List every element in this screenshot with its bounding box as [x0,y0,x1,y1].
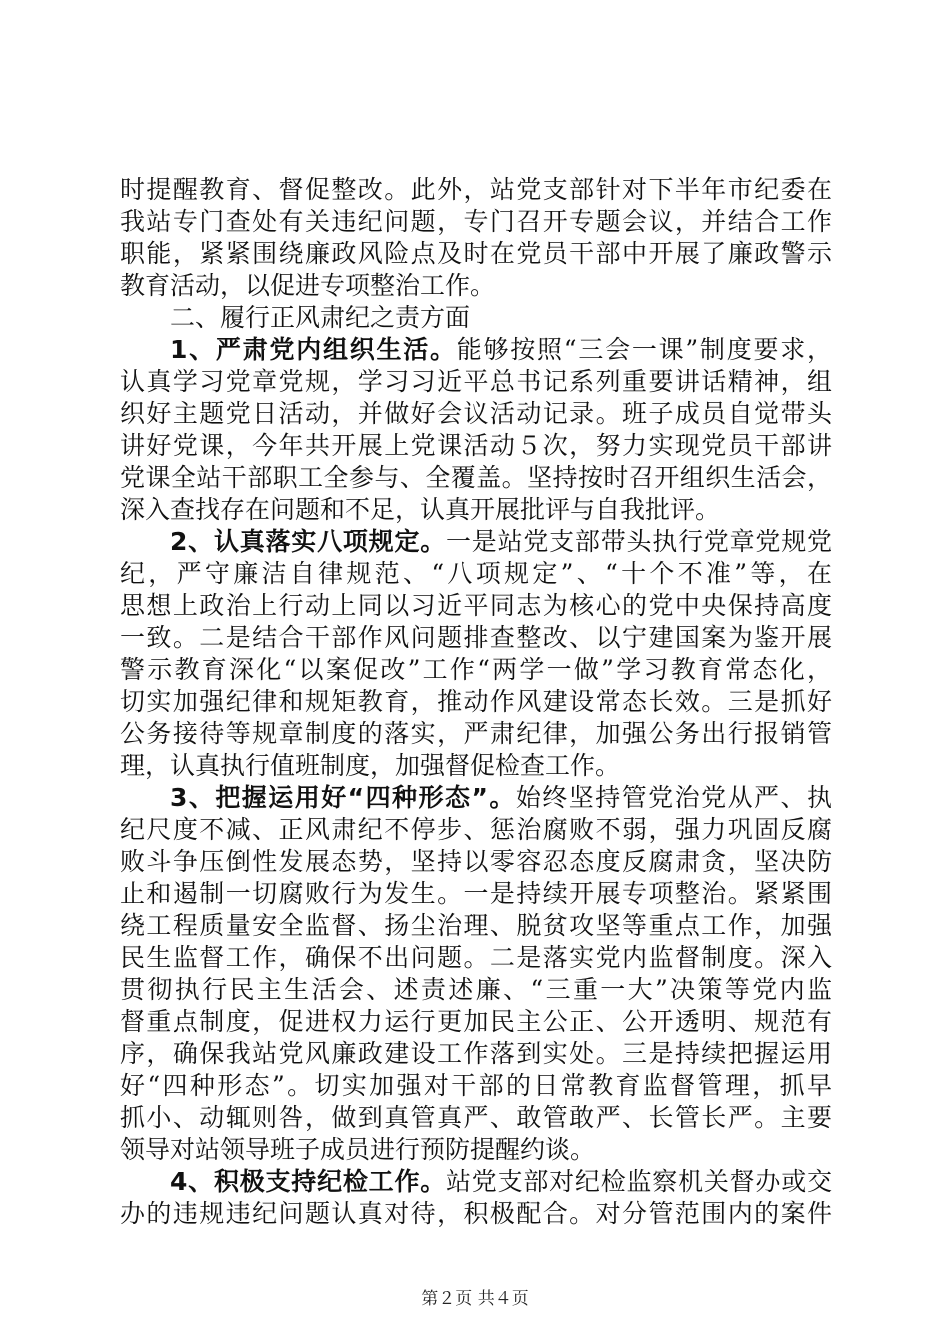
text-line: 讲好党课，今年共开展上党课活动５次，努力实现党员干部讲 [120,431,832,460]
text-line: 止和遏制一切腐败行为发生。一是持续开展专项整治。紧紧围 [120,879,832,908]
text-span: 能够按照“三会一课”制度要求， [456,335,832,364]
item-1-paragraph [120,334,832,526]
paragraph-first-line [120,334,832,366]
text-line: 职能，紧紧围绕廉政风险点及时在党员干部中开展了廉政警示 [120,239,832,268]
text-line: 理，认真执行值班制度，加强督促检查工作。 [120,751,621,780]
item-2-heading: 2、认真落实八项规定。 [170,527,447,556]
text-span: 站党支部对纪检监察机关督办或交 [446,1167,832,1196]
text-line: 抓小、动辄则咎，做到真管真严、敢管敢严、长管长严。主要 [120,1103,832,1132]
section-heading: 二、履行正风肃纪之责方面 [170,303,471,332]
text-line: 督重点制度，促进权力运行更加民主公正、公开透明、规范有 [120,1007,832,1036]
text-span: 一是站党支部带头执行党章党规党 [446,527,832,556]
text-line: 我站专门查处有关违纪问题，专门召开专题会议，并结合工作 [120,207,832,236]
intro-paragraph [120,174,832,302]
text-line: 好“四种形态”。切实加强对干部的日常教育监督管理，抓早 [120,1071,832,1100]
text-line: 党课全站干部职工全参与、全覆盖。坚持按时召开组织生活会， [120,463,832,492]
text-line: 败斗争压倒性发展态势，坚持以零容忍态度反腐肃贪，坚决防 [120,847,832,876]
document-body [120,174,832,1230]
item-3-paragraph [120,782,832,1166]
text-line: 思想上政治上行动上同以习近平同志为核心的党中央保持高度 [120,591,832,620]
paragraph-first-line [120,526,832,558]
paragraph-first-line [120,1166,832,1198]
text-line: 纪，严守廉洁自律规范、“八项规定”、“十个不准”等，在 [120,559,832,588]
text-line: 切实加强纪律和规矩教育，推动作风建设常态长效。三是抓好 [120,687,832,716]
item-3-heading: 3、把握运用好“四种形态”。 [170,783,516,812]
page-number: 第２页 共４页 [421,1289,529,1309]
text-line: 教育活动，以促进专项整治工作。 [120,271,496,300]
text-line: 贯彻执行民主生活会、述责述廉、“三重一大”决策等党内监 [120,975,832,1004]
item-2-paragraph [120,526,832,782]
text-line: 认真学习党章党规，学习习近平总书记系列重要讲话精神，组 [120,367,832,396]
item-1-heading: 1、严肃党内组织生活。 [170,335,457,364]
text-line: 纪尺度不减、正风肃纪不停步、惩治腐败不弱，强力巩固反腐 [120,815,832,844]
text-line: 办的违规违纪问题认真对待，积极配合。对分管范围内的案件 [120,1199,832,1228]
item-4-heading: 4、积极支持纪检工作。 [170,1167,447,1196]
text-line: 民生监督工作，确保不出问题。二是落实党内监督制度。深入 [120,943,832,972]
text-line: 绕工程质量安全监督、扬尘治理、脱贫攻坚等重点工作，加强 [120,911,832,940]
text-line: 时提醒教育、督促整改。此外，站党支部针对下半年市纪委在 [120,175,832,204]
text-line: 一致。二是结合干部作风问题排查整改、以宁建国案为鉴开展 [120,623,832,652]
text-line: 织好主题党日活动，并做好会议活动记录。班子成员自觉带头 [120,399,832,428]
text-line: 深入查找存在问题和不足，认真开展批评与自我批评。 [120,495,721,524]
text-line: 公务接待等规章制度的落实，严肃纪律，加强公务出行报销管 [120,719,832,748]
text-span: 始终坚持管党治党从严、执 [515,783,832,812]
item-4-paragraph [120,1166,832,1230]
text-line: 序，确保我站党风廉政建设工作落到实处。三是持续把握运用 [120,1039,832,1068]
text-line: 领导对站领导班子成员进行预防提醒约谈。 [120,1135,596,1164]
text-line: 警示教育深化“以案促改”工作“两学一做”学习教育常态化， [120,655,832,684]
paragraph-first-line [120,782,832,814]
